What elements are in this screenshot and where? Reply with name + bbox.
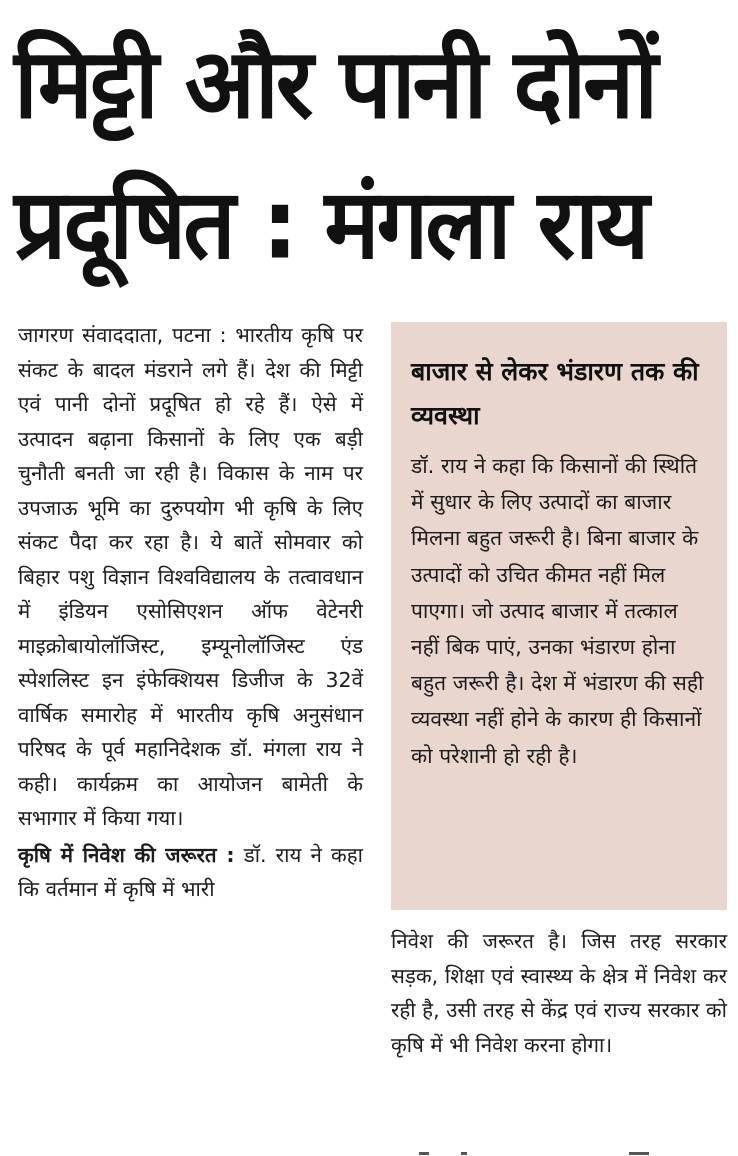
article-paragraph-2 [18, 838, 363, 907]
article-paragraph-3: निवेश की जरूरत है। जिस तरह सरकार सड़क, शिक्षा एवं स्वास्थ्य के क्षेत्र में निवेश कर रही है, उसी तरह से केंद्र एवं राज्य सरकार को कृषि में भी निवेश करना होगा। [391, 929, 727, 1057]
headline-line-1: मिट्टी और पानी दोनों [14, 27, 656, 140]
cropped-text-line [391, 1146, 727, 1156]
headline [14, 14, 726, 295]
headline-line-2: प्रदूषित : मंगला राय [14, 168, 647, 281]
article-right-column [391, 924, 727, 1062]
article-left-column [18, 318, 363, 907]
sidebar-box [391, 322, 727, 910]
sidebar-box-body: डॉ. राय ने कहा कि किसानों की स्थिति में सुधार के लिए उत्पादों का बाजार मिलना बहुत जरूरी है। बिना बाजार के उत्पादों को उचित कीमत नहीं मिल पाएगा। जो उत्पाद बाजार में तत्काल नहीं बिक पाएं, उनका भंडारण होना बहुत जरूरी है। देश में भंडारण की सही व्यवस्था नहीं होने के कारण ही किसानों को परेशानी हो रही है। [411, 454, 704, 768]
sidebar-box-title: बाजार से लेकर भंडारण तक की व्यवस्था [411, 357, 699, 430]
article-subhead: कृषि में निवेश की जरूरत : [18, 842, 235, 867]
article-paragraph-2-text: डॉ. राय ने कहा कि वर्तमान में कृषि में भारी [18, 842, 363, 901]
article-paragraph-1: जागरण संवाददाता, पटना : भारतीय कृषि पर संकट के बादल मंडराने लगे हैं। देश की मिट्टी एवं पानी दोनों प्रदूषित हो रहे हैं। ऐसे में उत्पादन बढ़ाना किसानों के लिए एक बड़ी चुनौती बनती जा रही है। विकास के नाम पर उपजाऊ भूमि का दुरुपयोग भी कृषि के लिए संकट पैदा कर रहा है। ये बातें सोमवार को बिहार पशु विज्ञान विश्वविद्यालय के तत्वावधान में इंडियन एसोसिएशन ऑफ वेटेनरी माइक्रोबायोलॉजिस्ट, इम्यूनोलॉजिस्ट एंड स्पेशलिस्ट इन इंफेक्शियस डिजीज के 32वें वार्षिक समारोह में भारतीय कृषि अनुसंधान परिषद के पूर्व महानिदेशक डॉ. मंगला राय ने कही। कार्यक्रम का आयोजन बामेती के सभागार में किया गया। [18, 323, 363, 830]
